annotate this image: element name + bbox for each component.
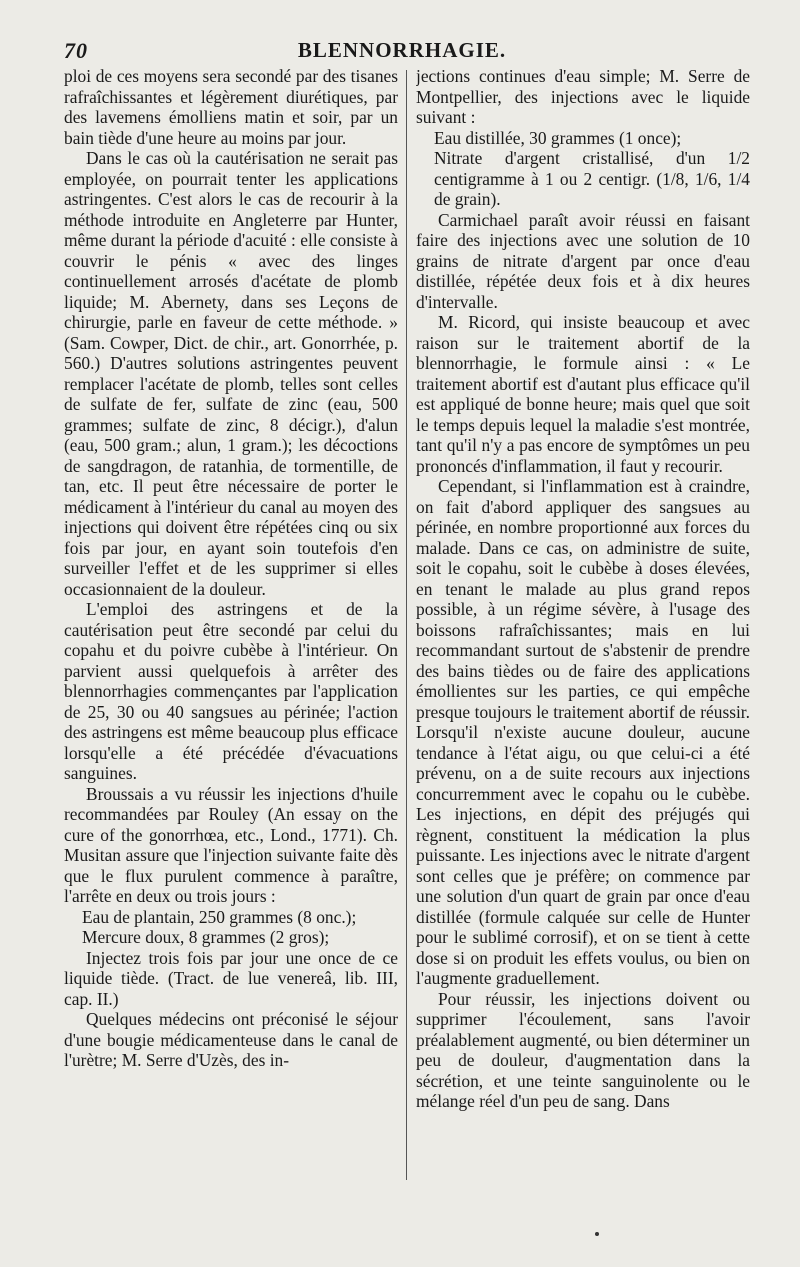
paragraph: Carmichael paraît avoir réussi en faisant faire des injections avec une solution de 10 grains de nitrate d'argent par once d'eau distillée, répétée deux fois et à dix heures d'intervalle. (416, 209, 750, 312)
formula-line: Eau distillée, 30 grammes (1 once); (434, 127, 682, 148)
paragraph: ploi de ces moyens sera secondé par des tisanes rafraîchissantes et légèrement diurétiques, par des lavemens émolliens matin et soir, par un bain tiède d'une heure au moins par jour. (64, 66, 398, 148)
page-header (64, 36, 740, 66)
column-divider (406, 70, 407, 1180)
paragraph: Pour réussir, les injections doivent ou supprimer l'écoulement, sans l'avoir préalablement augmenté, ou bien déterminer un peu de douleur, d'augmentation dans la sécrétion, et une teinte sanguinolente ou le mélange réel d'un peu de sang. Dans (416, 988, 750, 1111)
formula-line: Mercure doux, 8 grammes (2 gros); (82, 927, 330, 947)
paragraph: jections continues d'eau simple; M. Serre de Montpellier, des injections avec le liquide suivant : (416, 66, 750, 127)
paragraph: Cependant, si l'inflammation est à craindre, on fait d'abord appliquer des sangsues au périnée, en nombre proportionné aux forces du malade. Dans ce cas, on administre de suite, soit le copahu, soit le cubèbe à doses élevées, en tenant le malade au plus grand repos possible, à un régime sévère, à l'usage des boissons rafraîchissantes; mais en lui recommandant surtout de s'abstenir de prendre des bains tièdes ou de faire des applications émollientes sur les parties, ce qui empêche presque toujours le traitement abortif de réussir. Lorsqu'il n'existe aucune douleur, aucune tendance à l'état aigu, ou que celui-ci a été prévenu, on a de suite recours aux injections concurremment avec le copahu ou le cubèbe. Les injections, en dépit des préjugés qui règnent, constituent la médication la plus puissante. Les injections avec le nitrate d'argent sont celles que je préfère; on commence par une solution d'un quart de grain par once d'eau distillée (formule calquée sur celle de Hunter pour le sublimé corrosif), et on se tient à cette dose si on produit les effets voulus, ou bien on l'augmente graduellement. (416, 476, 750, 988)
paragraph: Dans le cas où la cautérisation ne serait pas employée, on pourrait tenter les applications astringentes. C'est alors le cas de recourir à la méthode introduite en Angleterre par Hunter, même durant la période d'acuité : elle consiste à couvrir le pénis « avec des linges continuellement arrosés d'acétate de plomb liquide; M. Abernety, dans ses Leçons de chirurgie, parle en faveur de cette méthode. » (Sam. Cowper, Dict. de chir., art. Gonorrhée, p. 560.) D'autres solutions astringentes peuvent remplacer l'acétate de plomb, telles sont celles de sulfate de fer, sulfate de zinc (eau, 500 grammes; sulfate de zinc, 8 décigr.), d'alun (eau, 500 gram.; alun, 1 gram.); les décoctions de sangdragon, de ratanhia, de tormentille, de tan, etc. Il peut être nécessaire de porter le médicament à l'intérieur du canal au moyen des injections qui doivent être répétées cinq ou six fois par jour, en ayant soin toutefois d'en surveiller l'effet et de les supprimer si elles occasionnaient de la douleur. (64, 148, 398, 599)
formula-line: Eau de plantain, 250 grammes (8 onc.); (82, 906, 357, 927)
paragraph: Broussais a vu réussir les injections d'huile recommandées par Rouley (An essay on the cure of the gonorrhœa, etc., Lond., 1771). Ch. Musitan assure que l'injection suivante faite dès que le flux purulent commence à paraître, l'arrête en deux ou trois jours : (64, 783, 398, 906)
formula-line: Nitrate d'argent cristallisé, d'un 1/2 centigramme à 1 ou 2 centigr. (1/8, 1/6, 1/4 de grain). (434, 148, 750, 209)
left-column (64, 66, 398, 1186)
running-head: BLENNORRHAGIE. (297, 38, 507, 62)
paragraph: M. Ricord, qui insiste beaucoup et avec raison sur le traitement abortif de la blennorrhagie, le formule ainsi : « Le traitement abortif est d'autant plus efficace qu'il est appliqué de bonne heure; mais quel que soit le temps depuis lequel la maladie s'est montrée, tant qu'il n'y a pas encore de symptômes un peu prononcés d'inflammation, il faut y recourir. (416, 312, 750, 476)
page-number: 70 (64, 38, 88, 63)
paragraph: Injectez trois fois par jour une once de ce liquide tiède. (Tract. de lue venereâ, lib. III, cap. II.) (64, 947, 398, 1009)
ink-speck (595, 1232, 599, 1236)
paragraph: L'emploi des astringens et de la cautérisation peut être secondé par celui du copahu et du poivre cubèbe à l'intérieur. On parvient aussi quelquefois à arrêter des blennorrhagies commençantes par l'application de 25, 30 ou 40 sangsues au périnée; l'action des astringens est même beaucoup plus efficace lorsqu'elle a été précédée d'évacuations sanguines. (64, 599, 398, 783)
paragraph: Quelques médecins ont préconisé le séjour d'une bougie médicamenteuse dans le canal de l'urètre; M. Serre d'Uzès, des in- (64, 1009, 398, 1070)
right-column (416, 66, 750, 1186)
